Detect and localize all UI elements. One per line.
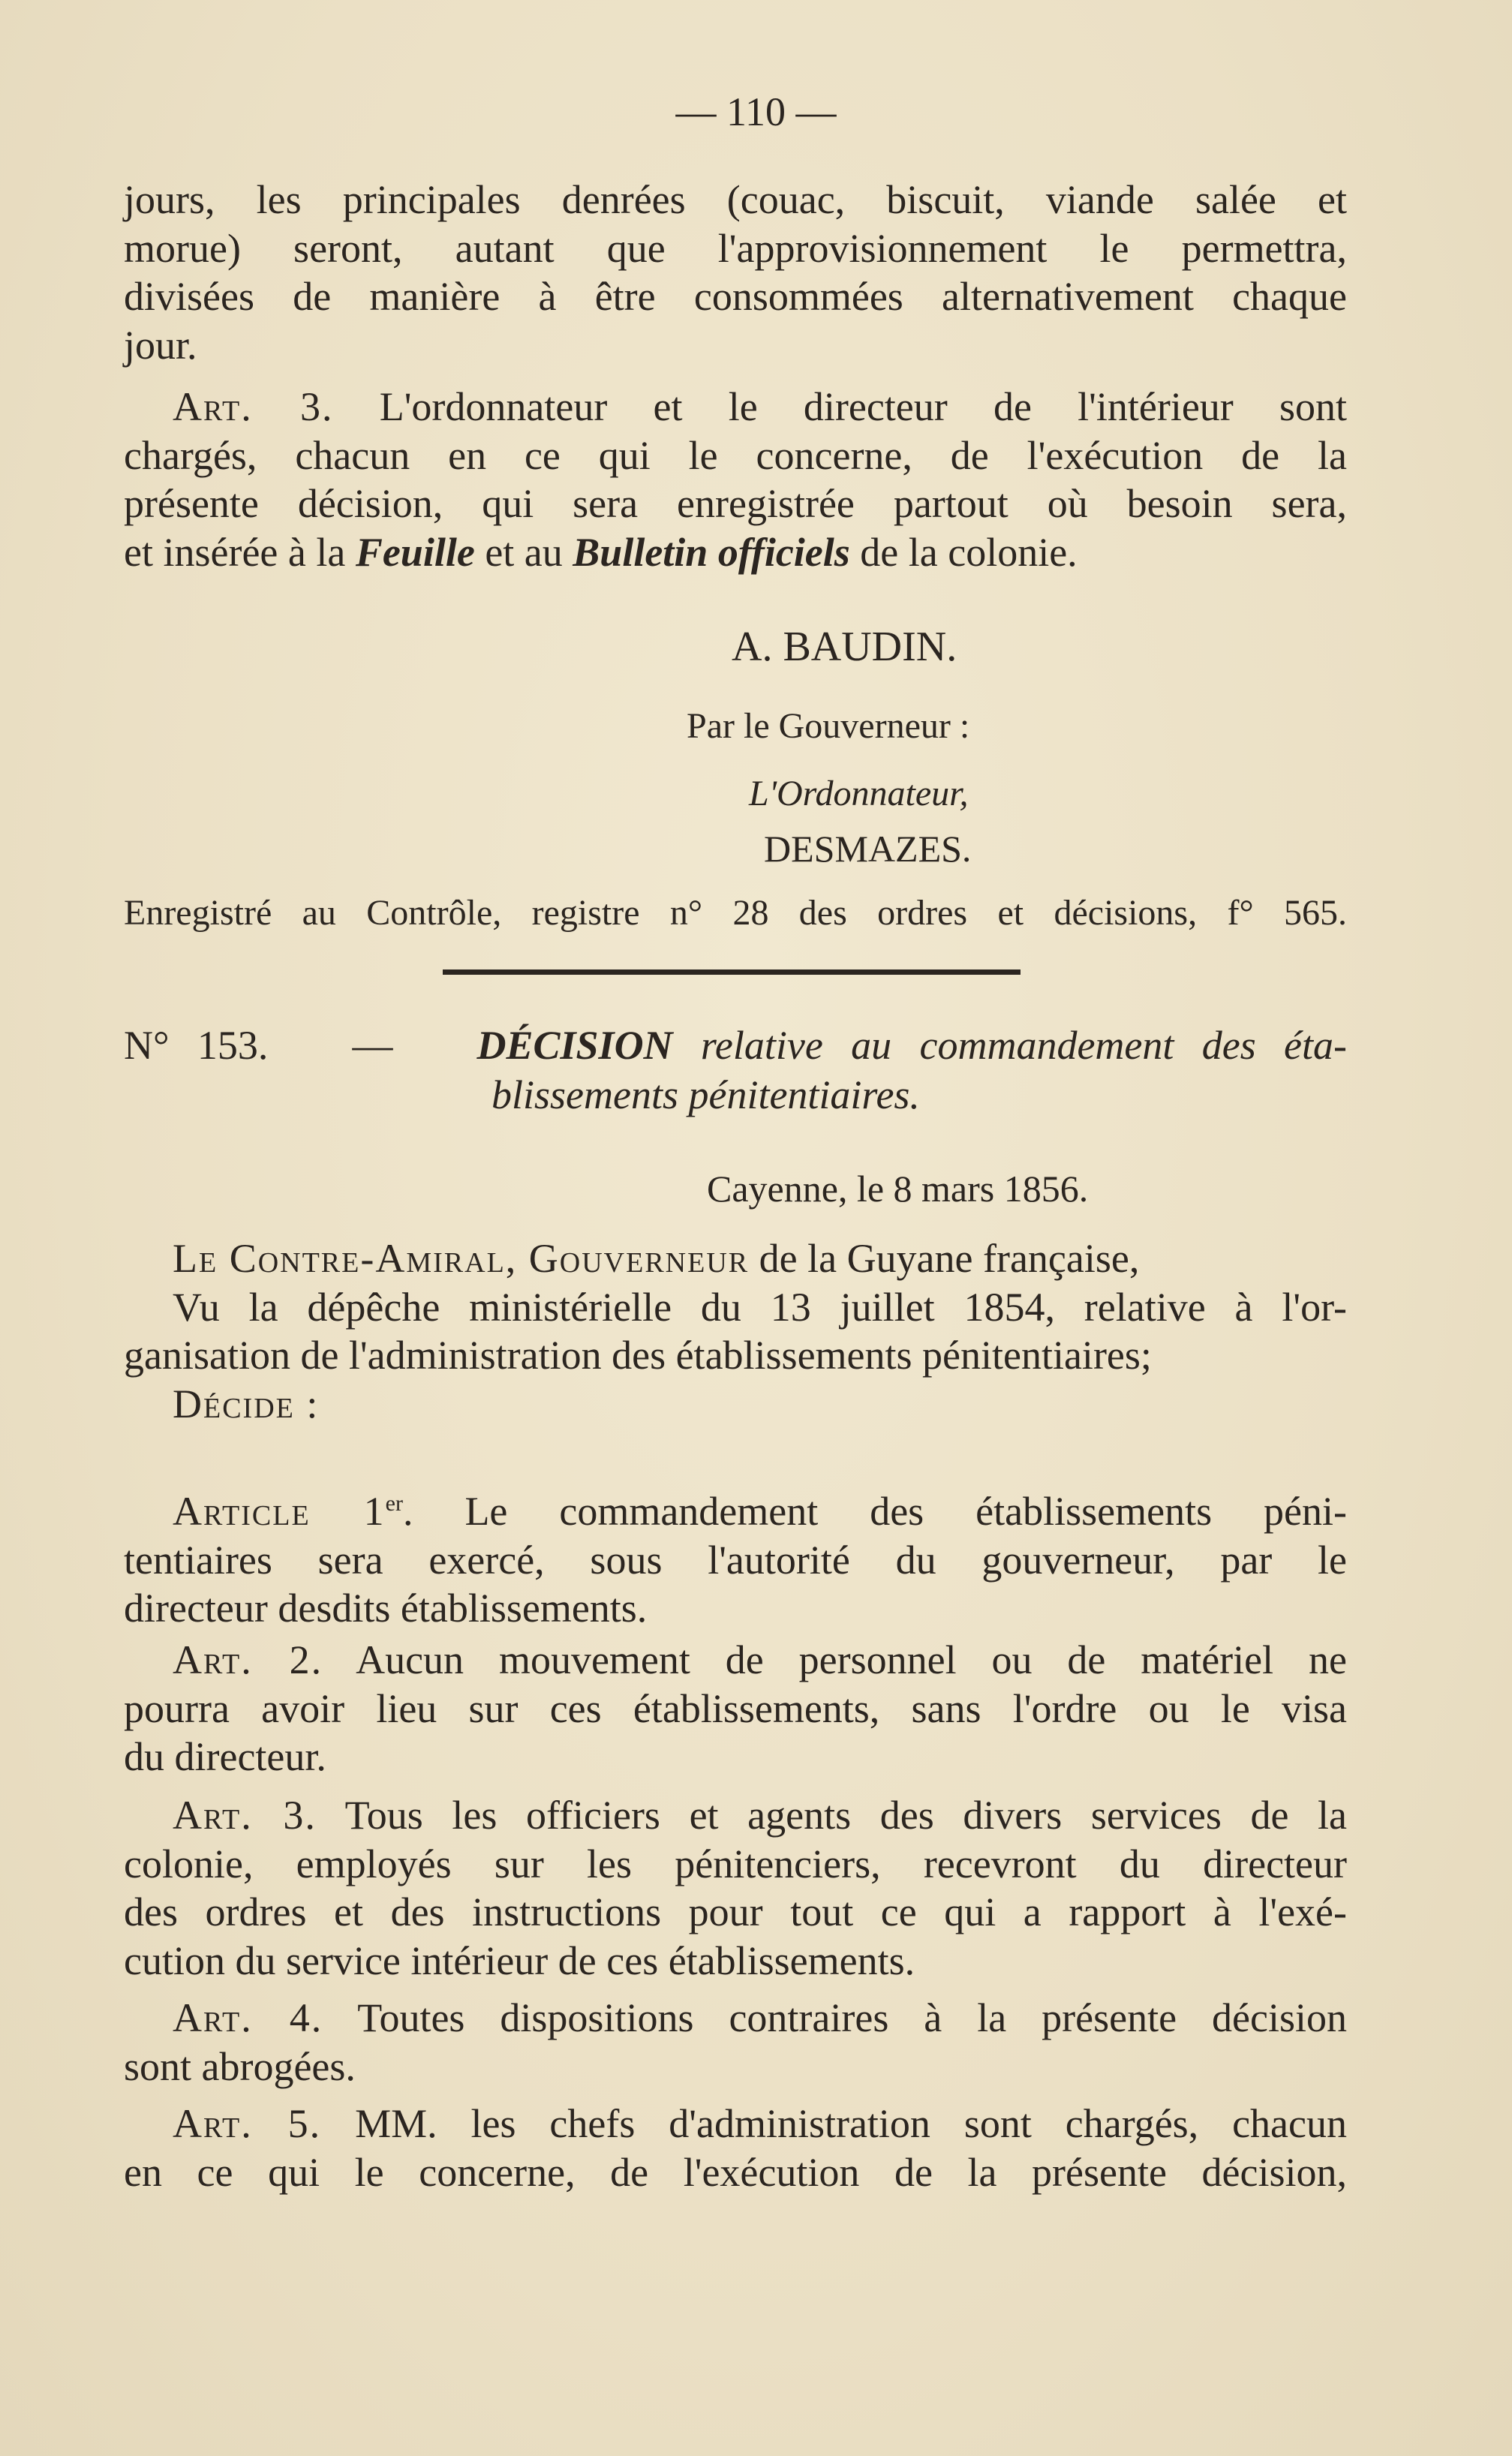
text-line: Art. 3. Tous les officiers et agents des divers services de la (173, 1793, 1348, 1838)
place-date: Cayenne, le 8 mars 1856. (707, 1168, 1089, 1210)
text-line: colonie, employés sur les pénitenciers, recevront du directeur (124, 1841, 1347, 1886)
article-1 (124, 1480, 1347, 1633)
feuille-italic: Feuille (355, 529, 475, 575)
article-5 (124, 2100, 1347, 2196)
article-3-first-decision (124, 383, 1347, 576)
text-line: Art. 3. L'ordonnateur et le directeur de l'intérieur sont (173, 384, 1348, 429)
text-line: Article 1er. Le commandement des établissements péni- (173, 1489, 1348, 1534)
text-line: sont abrogées. (124, 2043, 356, 2089)
text-line: ganisation de l'administration des établissements pénitentiaires; (124, 1333, 1152, 1378)
registration-note (124, 889, 1347, 938)
article-label: Art. 3. (173, 384, 334, 429)
decision-number: N° 153. (124, 1023, 269, 1068)
text-line: Art. 2. Aucun mouvement de personnel ou de matériel ne (173, 1637, 1347, 1682)
text-line: jours, les principales denrées (couac, biscuit, viande salée et (124, 177, 1347, 222)
article-4 (124, 1994, 1347, 2091)
text-line: directeur desdits établissements. (124, 1586, 648, 1631)
text-line: tentiaires sera exercé, sous l'autorité du gouverneur, par le (124, 1537, 1347, 1583)
decision-heading (124, 1021, 1347, 1120)
decide-line: Décide : (173, 1381, 320, 1426)
text-line: Art. 4. Toutes dispositions contraires à la présente décision (173, 1995, 1347, 2040)
text-line: du directeur. (124, 1734, 326, 1779)
text-line: chargés, chacun en ce qui le concerne, de l'exécution de la (124, 432, 1347, 478)
article-2 (124, 1636, 1347, 1781)
text-line: en ce qui le concerne, de l'exécution de la présente décision, (124, 2149, 1347, 2195)
article-3 (124, 1791, 1347, 1985)
heading-line: blissements pénitentiaires. (491, 1072, 920, 1117)
text-line: Art. 5. MM. les chefs d'administration sont chargés, chacun (173, 2101, 1347, 2146)
text-line: cution du service intérieur de ces établissements. (124, 1937, 915, 1983)
text-line: morue) seront, autant que l'approvisionnement le permettra, (124, 225, 1347, 271)
separator-rule (443, 969, 1021, 975)
page-number: — 110 — (675, 89, 837, 134)
text-line: des ordres et des instructions pour tout ce qui a rapport à l'exé- (124, 1889, 1347, 1934)
signature-role: L'Ordonnateur, (749, 774, 969, 813)
preamble-line: Le Contre-Amiral, Gouverneur de la Guyane française, (173, 1236, 1140, 1281)
continuation-paragraph (124, 176, 1347, 369)
decision-body (124, 1234, 1347, 1428)
text-line: Enregistré au Contrôle, registre n° 28 des ordres et décisions, f° 565. (124, 893, 1347, 933)
bulletin-italic: Bulletin officiels (573, 529, 850, 575)
signature-signer: DESMAZES. (764, 828, 972, 870)
text-line: pourra avoir lieu sur ces établissements, sans l'ordre ou le visa (124, 1685, 1347, 1731)
text-line: divisées de manière à être consommées alternativement chaque (124, 274, 1347, 319)
signature-par: Par le Gouverneur : (687, 706, 970, 746)
text-line: présente décision, qui sera enregistrée partout où besoin sera, (124, 481, 1347, 526)
text-line: Vu la dépêche ministérielle du 13 juillet 1854, relative à l'or- (173, 1284, 1347, 1330)
text-line: jour. (124, 322, 197, 368)
signature-name: A. BAUDIN. (732, 624, 957, 670)
decision-title-strong: DÉCISION (476, 1023, 673, 1068)
heading-line: N° 153. — DÉCISION relative au commandement des éta- (124, 1023, 1348, 1068)
text-line: et insérée à la Feuille et au Bulletin officiels de la colonie. (124, 529, 1078, 575)
